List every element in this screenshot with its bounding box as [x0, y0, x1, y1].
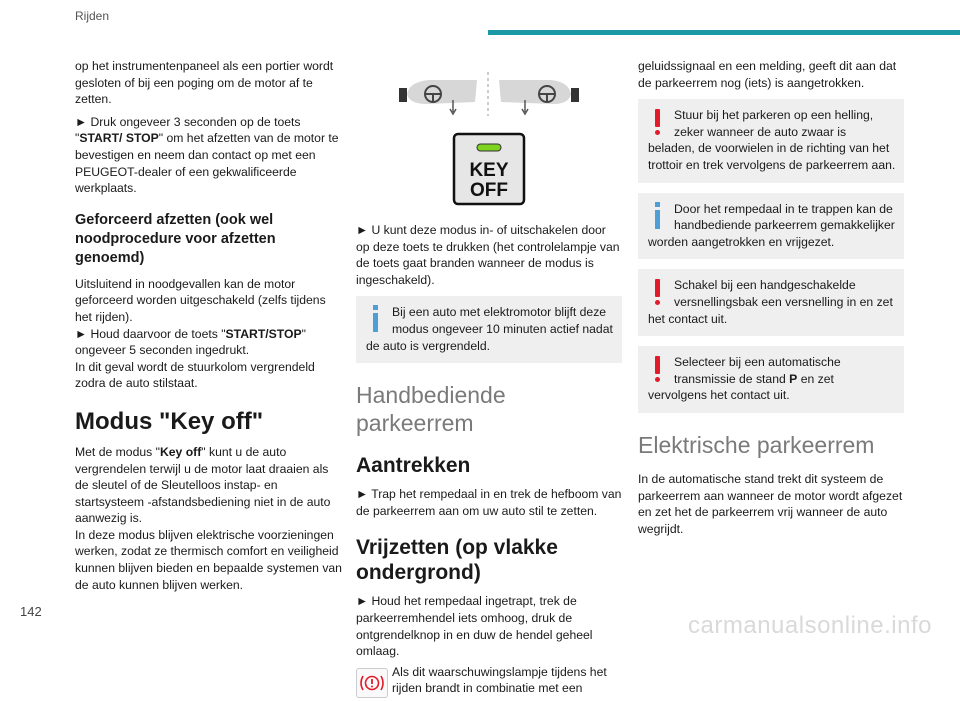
text-run: " kunt u de auto vergrendelen terwijl u de motor laat draaien als de sleutel of de Sleutelloos instap- en startsysteem -afstandsbediening niet in de auto aanwezig is. [75, 444, 331, 526]
heading-release: Vrijzetten (op vlakke ondergrond) [356, 536, 558, 585]
heading-electric-parking-brake: Elektrische parkeerrem [638, 431, 875, 458]
gear-p-label: P [789, 371, 798, 386]
info-note [356, 296, 622, 363]
column-right [638, 58, 904, 537]
dashboard-right-icon [499, 80, 579, 114]
warning-text: Schakel bij een handgeschakelde versnellingsbak een versnelling in en zet het contact uit. [648, 278, 893, 326]
brake-warning-lamp-icon [356, 668, 388, 698]
paragraph [75, 114, 343, 197]
warning-text: Stuur bij het parkeren op een helling, zeker wanneer de auto zwaar is beladen, de voorwielen in de richting van het trottoir en trek vervolgens de parkeerrem aan. [648, 108, 896, 172]
key-off-text-line2: OFF [470, 180, 508, 201]
paragraph: ► Houd het rempedaal ingetrapt, trek de parkeerremhendel iets omhoog, druk de ontgrendelknop in en duw de hendel geheel omlaag. [356, 594, 593, 659]
text-run: ► Druk ongeveer 3 seconden op de toets " [75, 114, 301, 146]
column-middle [356, 58, 622, 697]
warning-icon [648, 107, 668, 137]
paragraph: op het instrumentenpaneel als een portier wordt gesloten of bij een poging om de motor af te zetten. [75, 59, 334, 107]
warning-note [638, 269, 904, 336]
text-run: " om het afzetten van de motor te bevestigen en neem dan contact op met een PEUGEOT-dealer of een gekwalificeerde werkplaats. [75, 131, 339, 196]
running-header: Rijden [75, 9, 110, 23]
key-off-led [477, 144, 501, 151]
info-text: Door het rempedaal in te trappen kan de handbediende parkeerrem gemakkelijker worden aangetrokken en vrijgezet. [648, 201, 895, 249]
start-stop-label: START/STOP [225, 326, 302, 341]
page-number: 142 [20, 604, 42, 619]
info-text: Bij een auto met elektromotor blijft deze modus ongeveer 10 minuten actief nadat de auto is vergrendeld. [366, 305, 613, 353]
text-run: Met de modus " [75, 444, 160, 459]
paragraph: In de automatische stand trekt dit systeem de parkeerrem aan wanneer de motor wordt afgezet en zet het de parkeerrem vrij wanneer de auto wegrijdt. [638, 471, 903, 536]
text-run: ► Houd daarvoor de toets " [75, 326, 226, 341]
key-off-illustration [399, 68, 579, 208]
key-off-label: Key off [159, 444, 202, 459]
paragraph: In dit geval wordt de stuurkolom vergrendeld zodra de auto stilstaat. [75, 359, 315, 391]
paragraph: ► U kunt deze modus in- of uitschakelen door op deze toets te drukken (het controlelampje van de toets gaat branden wanneer de modus is ingeschakeld). [356, 223, 620, 287]
start-stop-label: START/ STOP [79, 131, 159, 146]
text-run: en zet vervolgens het contact uit. [648, 371, 834, 403]
paragraph: Als dit waarschuwingslampje tijdens het rijden brandt in combinatie met een [392, 664, 607, 696]
text-run: " ongeveer 5 seconden ingedrukt. [75, 326, 306, 358]
info-note [638, 193, 904, 260]
paragraph: Uitsluitend in noodgevallen kan de motor geforceerd worden uitgeschakeld (zelfs tijdens het rijden). [75, 276, 326, 324]
heading-manual-parking-brake: Handbediende parkeerrem [356, 382, 506, 437]
header-rule [488, 30, 960, 35]
paragraph [75, 326, 343, 359]
paragraph: In deze modus blijven elektrische voorzieningen werken, zodat ze thermisch comfort en veiligheid kunnen blijven bieden en bepaalde systemen van de auto kunnen blijven werken. [75, 527, 342, 592]
heading-apply: Aantrekken [356, 454, 471, 478]
key-off-button-icon [454, 134, 524, 204]
warning-note [638, 99, 904, 182]
watermark: carmanualsonline.info [688, 612, 932, 639]
paragraph: geluidssignaal en een melding, geeft dit aan dat de parkeerrem nog (iets) is aangetrokken. [638, 59, 897, 90]
key-off-text-line1: KEY [469, 160, 509, 181]
heading-forced-stop: Geforceerd afzetten (ook wel noodprocedure voor afzetten genoemd) [75, 211, 276, 266]
paragraph: ► Trap het rempedaal in en trek de hefboom van de parkeerrem aan om uw auto stil te zetten. [356, 487, 622, 518]
warning-note [638, 346, 904, 413]
warning-icon [648, 277, 668, 307]
warning-icon [648, 354, 668, 384]
warning-lamp-row [356, 664, 622, 697]
text-run: Selecteer bij een automatische transmissie de stand [674, 355, 841, 386]
heading-key-off: Modus "Key off" [75, 407, 264, 435]
info-icon [366, 304, 386, 334]
warning-text [648, 355, 841, 402]
info-icon [648, 201, 668, 231]
dashboard-left-icon [399, 80, 477, 114]
column-left [75, 58, 343, 593]
paragraph [75, 444, 343, 527]
